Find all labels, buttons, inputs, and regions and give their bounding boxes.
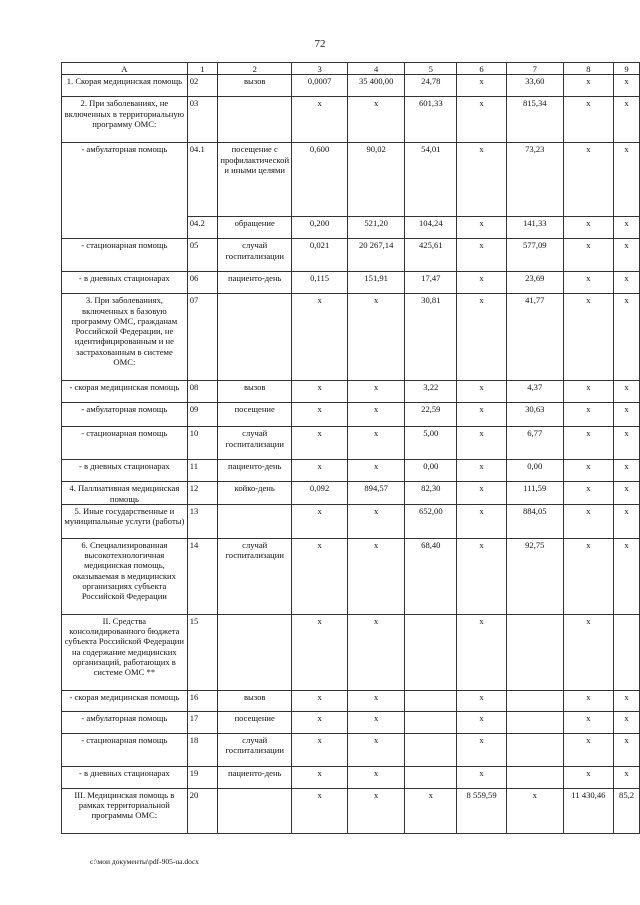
value-cell: 33,60 bbox=[506, 75, 563, 97]
value-cell: 6,77 bbox=[506, 427, 563, 460]
value-cell: 30,81 bbox=[405, 294, 457, 381]
value-cell bbox=[405, 690, 457, 711]
table-row bbox=[62, 788, 640, 833]
unit-cell: пациенто-день bbox=[218, 766, 292, 788]
value-cell: х bbox=[563, 733, 613, 766]
value-cell: х bbox=[563, 294, 613, 381]
value-cell: х bbox=[457, 482, 506, 505]
value-cell: х bbox=[563, 460, 613, 482]
value-cell: 0,021 bbox=[292, 239, 348, 272]
table-row bbox=[62, 733, 640, 766]
row-label: - стационарная помощь bbox=[62, 239, 188, 272]
value-cell: х bbox=[614, 403, 640, 427]
table-row bbox=[62, 711, 640, 733]
row-label: - амбулаторная помощь bbox=[62, 143, 188, 239]
value-cell: 0,00 bbox=[405, 460, 457, 482]
row-code: 17 bbox=[187, 711, 218, 733]
value-cell: х bbox=[457, 711, 506, 733]
value-cell: х bbox=[457, 427, 506, 460]
unit-cell: обращение bbox=[218, 217, 292, 239]
table-row bbox=[62, 272, 640, 294]
value-cell: х bbox=[614, 711, 640, 733]
row-code: 15 bbox=[187, 614, 218, 690]
row-code: 19 bbox=[187, 766, 218, 788]
value-cell: х bbox=[457, 143, 506, 217]
value-cell: 104,24 bbox=[405, 217, 457, 239]
value-cell: х bbox=[292, 427, 348, 460]
value-cell bbox=[405, 766, 457, 788]
table-row bbox=[62, 381, 640, 403]
table-row bbox=[62, 403, 640, 427]
value-cell: х bbox=[563, 504, 613, 538]
unit-cell bbox=[218, 97, 292, 143]
value-cell: 24,78 bbox=[405, 75, 457, 97]
row-label: - стационарная помощь bbox=[62, 733, 188, 766]
unit-cell: посещение bbox=[218, 403, 292, 427]
value-cell: х bbox=[563, 482, 613, 505]
value-cell: х bbox=[563, 711, 613, 733]
value-cell: 3,22 bbox=[405, 381, 457, 403]
value-cell: 0,200 bbox=[292, 217, 348, 239]
value-cell: 0,600 bbox=[292, 143, 348, 217]
table-row bbox=[62, 75, 640, 97]
value-cell: х bbox=[614, 504, 640, 538]
value-cell bbox=[405, 614, 457, 690]
value-cell: 8 559,59 bbox=[457, 788, 506, 833]
row-label: 4. Паллиативная медицинская помощь bbox=[62, 482, 188, 505]
value-cell: х bbox=[348, 733, 405, 766]
value-cell: х bbox=[292, 504, 348, 538]
value-cell: х bbox=[457, 381, 506, 403]
value-cell: х bbox=[348, 614, 405, 690]
value-cell: х bbox=[457, 766, 506, 788]
unit-cell: пациенто-день bbox=[218, 272, 292, 294]
value-cell: х bbox=[563, 427, 613, 460]
value-cell: х bbox=[563, 217, 613, 239]
header-cell: 4 bbox=[348, 63, 405, 75]
unit-cell: вызов bbox=[218, 75, 292, 97]
row-label: II. Средства консолидированного бюджета субъекта Российской Федерации на содержание медицинских организаций, работающих в системе ОМС ** bbox=[62, 614, 188, 690]
header-cell: 8 bbox=[563, 63, 613, 75]
value-cell: 41,77 bbox=[506, 294, 563, 381]
row-label: 6. Специализированная высокотехнологичная медицинская помощь, оказываемая в медицинских организациях субъекта Российской Федерации bbox=[62, 538, 188, 614]
value-cell: х bbox=[348, 460, 405, 482]
value-cell: 85,2 bbox=[614, 788, 640, 833]
value-cell: 815,34 bbox=[506, 97, 563, 143]
table-row bbox=[62, 460, 640, 482]
value-cell: х bbox=[348, 788, 405, 833]
row-label: - в дневных стационарах bbox=[62, 766, 188, 788]
unit-cell: случай госпитализации bbox=[218, 733, 292, 766]
value-cell: х bbox=[457, 690, 506, 711]
value-cell: х bbox=[457, 272, 506, 294]
row-code: 18 bbox=[187, 733, 218, 766]
table-row bbox=[62, 427, 640, 460]
row-code: 04.2 bbox=[187, 217, 218, 239]
table-row bbox=[62, 97, 640, 143]
value-cell: х bbox=[405, 788, 457, 833]
value-cell: 0,00 bbox=[506, 460, 563, 482]
header-cell: 5 bbox=[405, 63, 457, 75]
value-cell: х bbox=[348, 427, 405, 460]
table-row bbox=[62, 538, 640, 614]
value-cell: х bbox=[563, 239, 613, 272]
financing-table bbox=[61, 62, 640, 834]
value-cell: х bbox=[348, 538, 405, 614]
row-label: - в дневных стационарах bbox=[62, 272, 188, 294]
value-cell: х bbox=[614, 766, 640, 788]
row-code: 07 bbox=[187, 294, 218, 381]
value-cell: х bbox=[614, 381, 640, 403]
value-cell: х bbox=[563, 538, 613, 614]
value-cell: 73,23 bbox=[506, 143, 563, 217]
value-cell: 20 267,14 bbox=[348, 239, 405, 272]
header-cell: 7 bbox=[506, 63, 563, 75]
unit-cell bbox=[218, 788, 292, 833]
value-cell: х bbox=[563, 97, 613, 143]
unit-cell bbox=[218, 294, 292, 381]
file-path-footer: c:\мои документы\pdf-905-ua.docx bbox=[90, 857, 199, 866]
value-cell: х bbox=[292, 460, 348, 482]
header-cell: 3 bbox=[292, 63, 348, 75]
table-row bbox=[62, 504, 640, 538]
value-cell: 111,59 bbox=[506, 482, 563, 505]
value-cell: х bbox=[457, 614, 506, 690]
row-label: 1. Скорая медицинская помощь bbox=[62, 75, 188, 97]
unit-cell: случай госпитализации bbox=[218, 239, 292, 272]
row-label: - амбулаторная помощь bbox=[62, 403, 188, 427]
value-cell: х bbox=[614, 272, 640, 294]
value-cell: 5,00 bbox=[405, 427, 457, 460]
value-cell: х bbox=[292, 766, 348, 788]
value-cell: х bbox=[292, 403, 348, 427]
value-cell: х bbox=[348, 403, 405, 427]
row-code: 10 bbox=[187, 427, 218, 460]
value-cell: х bbox=[457, 75, 506, 97]
row-code: 09 bbox=[187, 403, 218, 427]
value-cell: 884,05 bbox=[506, 504, 563, 538]
value-cell: х bbox=[348, 294, 405, 381]
value-cell: х bbox=[457, 97, 506, 143]
value-cell: х bbox=[563, 614, 613, 690]
value-cell: х bbox=[457, 239, 506, 272]
value-cell: 92,75 bbox=[506, 538, 563, 614]
value-cell: 35 400,00 bbox=[348, 75, 405, 97]
row-code: 16 bbox=[187, 690, 218, 711]
value-cell: х bbox=[563, 403, 613, 427]
value-cell: х bbox=[292, 614, 348, 690]
value-cell: х bbox=[614, 690, 640, 711]
row-label: - стационарная помощь bbox=[62, 427, 188, 460]
header-cell: 6 bbox=[457, 63, 506, 75]
value-cell: 521,20 bbox=[348, 217, 405, 239]
page-number: 72 bbox=[314, 38, 326, 50]
value-cell: 22,59 bbox=[405, 403, 457, 427]
value-cell: 23,69 bbox=[506, 272, 563, 294]
value-cell: 30,63 bbox=[506, 403, 563, 427]
value-cell bbox=[506, 614, 563, 690]
row-code: 12 bbox=[187, 482, 218, 505]
unit-cell bbox=[218, 614, 292, 690]
row-label: III. Медицинская помощь в рамках территориальной программы ОМС: bbox=[62, 788, 188, 833]
value-cell: х bbox=[614, 733, 640, 766]
value-cell bbox=[506, 690, 563, 711]
table-row bbox=[62, 614, 640, 690]
value-cell: х bbox=[614, 482, 640, 505]
unit-cell: койко-день bbox=[218, 482, 292, 505]
value-cell: х bbox=[563, 272, 613, 294]
row-label: 2. При заболеваниях, не включенных в территориальную программу ОМС: bbox=[62, 97, 188, 143]
table-row bbox=[62, 294, 640, 381]
row-label: - в дневных стационарах bbox=[62, 460, 188, 482]
unit-cell: посещение с профилактической и иными целями bbox=[218, 143, 292, 217]
value-cell: 601,33 bbox=[405, 97, 457, 143]
value-cell: 68,40 bbox=[405, 538, 457, 614]
row-label: - скорая медицинская помощь bbox=[62, 381, 188, 403]
value-cell: 0,0007 bbox=[292, 75, 348, 97]
value-cell: х bbox=[292, 690, 348, 711]
value-cell: 90,02 bbox=[348, 143, 405, 217]
row-code: 13 bbox=[187, 504, 218, 538]
row-code: 08 bbox=[187, 381, 218, 403]
value-cell: х bbox=[506, 788, 563, 833]
unit-cell: посещение bbox=[218, 711, 292, 733]
value-cell: х bbox=[292, 538, 348, 614]
row-code: 03 bbox=[187, 97, 218, 143]
value-cell: х bbox=[614, 427, 640, 460]
unit-cell: случай госпитализации bbox=[218, 427, 292, 460]
value-cell: х bbox=[348, 766, 405, 788]
unit-cell: вызов bbox=[218, 690, 292, 711]
table-header-row bbox=[62, 63, 640, 75]
value-cell: х bbox=[457, 217, 506, 239]
value-cell: х bbox=[614, 460, 640, 482]
value-cell: 17,47 bbox=[405, 272, 457, 294]
value-cell: х bbox=[614, 143, 640, 217]
value-cell: х bbox=[457, 403, 506, 427]
value-cell: 577,09 bbox=[506, 239, 563, 272]
value-cell: 141,33 bbox=[506, 217, 563, 239]
value-cell bbox=[405, 711, 457, 733]
row-code: 05 bbox=[187, 239, 218, 272]
header-cell: А bbox=[62, 63, 188, 75]
value-cell: 82,30 bbox=[405, 482, 457, 505]
header-cell: 9 bbox=[614, 63, 640, 75]
header-cell: 1 bbox=[187, 63, 218, 75]
table-row bbox=[62, 239, 640, 272]
value-cell: х bbox=[457, 504, 506, 538]
value-cell bbox=[614, 614, 640, 690]
value-cell: х bbox=[563, 690, 613, 711]
value-cell bbox=[506, 711, 563, 733]
value-cell: х bbox=[563, 75, 613, 97]
row-code: 02 bbox=[187, 75, 218, 97]
value-cell: х bbox=[614, 239, 640, 272]
row-label: - скорая медицинская помощь bbox=[62, 690, 188, 711]
value-cell: х bbox=[614, 97, 640, 143]
value-cell: х bbox=[457, 294, 506, 381]
value-cell: 4,37 bbox=[506, 381, 563, 403]
row-label: 3. При заболеваниях, включенных в базовую программу ОМС, гражданам Российской Федерации, не идентифицированным и не застрахованным в системе ОМС: bbox=[62, 294, 188, 381]
value-cell: 425,61 bbox=[405, 239, 457, 272]
value-cell bbox=[506, 733, 563, 766]
value-cell: х bbox=[563, 381, 613, 403]
value-cell: 652,00 bbox=[405, 504, 457, 538]
table-row bbox=[62, 143, 640, 217]
value-cell: х bbox=[348, 690, 405, 711]
value-cell: 894,57 bbox=[348, 482, 405, 505]
unit-cell: случай госпитализации bbox=[218, 538, 292, 614]
value-cell: х bbox=[292, 733, 348, 766]
row-label: - амбулаторная помощь bbox=[62, 711, 188, 733]
value-cell bbox=[405, 733, 457, 766]
value-cell: 54,01 bbox=[405, 143, 457, 217]
row-code: 04.1 bbox=[187, 143, 218, 217]
value-cell: 151,91 bbox=[348, 272, 405, 294]
table-row bbox=[62, 766, 640, 788]
row-label: 5. Иные государственные и муниципальные услуги (работы) bbox=[62, 504, 188, 538]
value-cell: х bbox=[348, 97, 405, 143]
value-cell: х bbox=[563, 143, 613, 217]
header-cell: 2 bbox=[218, 63, 292, 75]
value-cell: х bbox=[457, 733, 506, 766]
value-cell: х bbox=[348, 711, 405, 733]
unit-cell: пациенто-день bbox=[218, 460, 292, 482]
unit-cell bbox=[218, 504, 292, 538]
row-code: 11 bbox=[187, 460, 218, 482]
row-code: 14 bbox=[187, 538, 218, 614]
table-row bbox=[62, 690, 640, 711]
value-cell: х bbox=[348, 504, 405, 538]
value-cell: х bbox=[457, 538, 506, 614]
value-cell: х bbox=[292, 381, 348, 403]
value-cell: 0,115 bbox=[292, 272, 348, 294]
value-cell: х bbox=[614, 75, 640, 97]
value-cell: 0,092 bbox=[292, 482, 348, 505]
value-cell: х bbox=[457, 460, 506, 482]
value-cell: х bbox=[292, 294, 348, 381]
value-cell: х bbox=[292, 711, 348, 733]
table-row bbox=[62, 482, 640, 505]
row-code: 06 bbox=[187, 272, 218, 294]
value-cell: х bbox=[614, 538, 640, 614]
value-cell bbox=[506, 766, 563, 788]
value-cell: 11 430,46 bbox=[563, 788, 613, 833]
value-cell: х bbox=[563, 766, 613, 788]
value-cell: х bbox=[614, 294, 640, 381]
unit-cell: вызов bbox=[218, 381, 292, 403]
value-cell: х bbox=[348, 381, 405, 403]
value-cell: х bbox=[614, 217, 640, 239]
row-code: 20 bbox=[187, 788, 218, 833]
value-cell: х bbox=[292, 788, 348, 833]
value-cell: х bbox=[292, 97, 348, 143]
